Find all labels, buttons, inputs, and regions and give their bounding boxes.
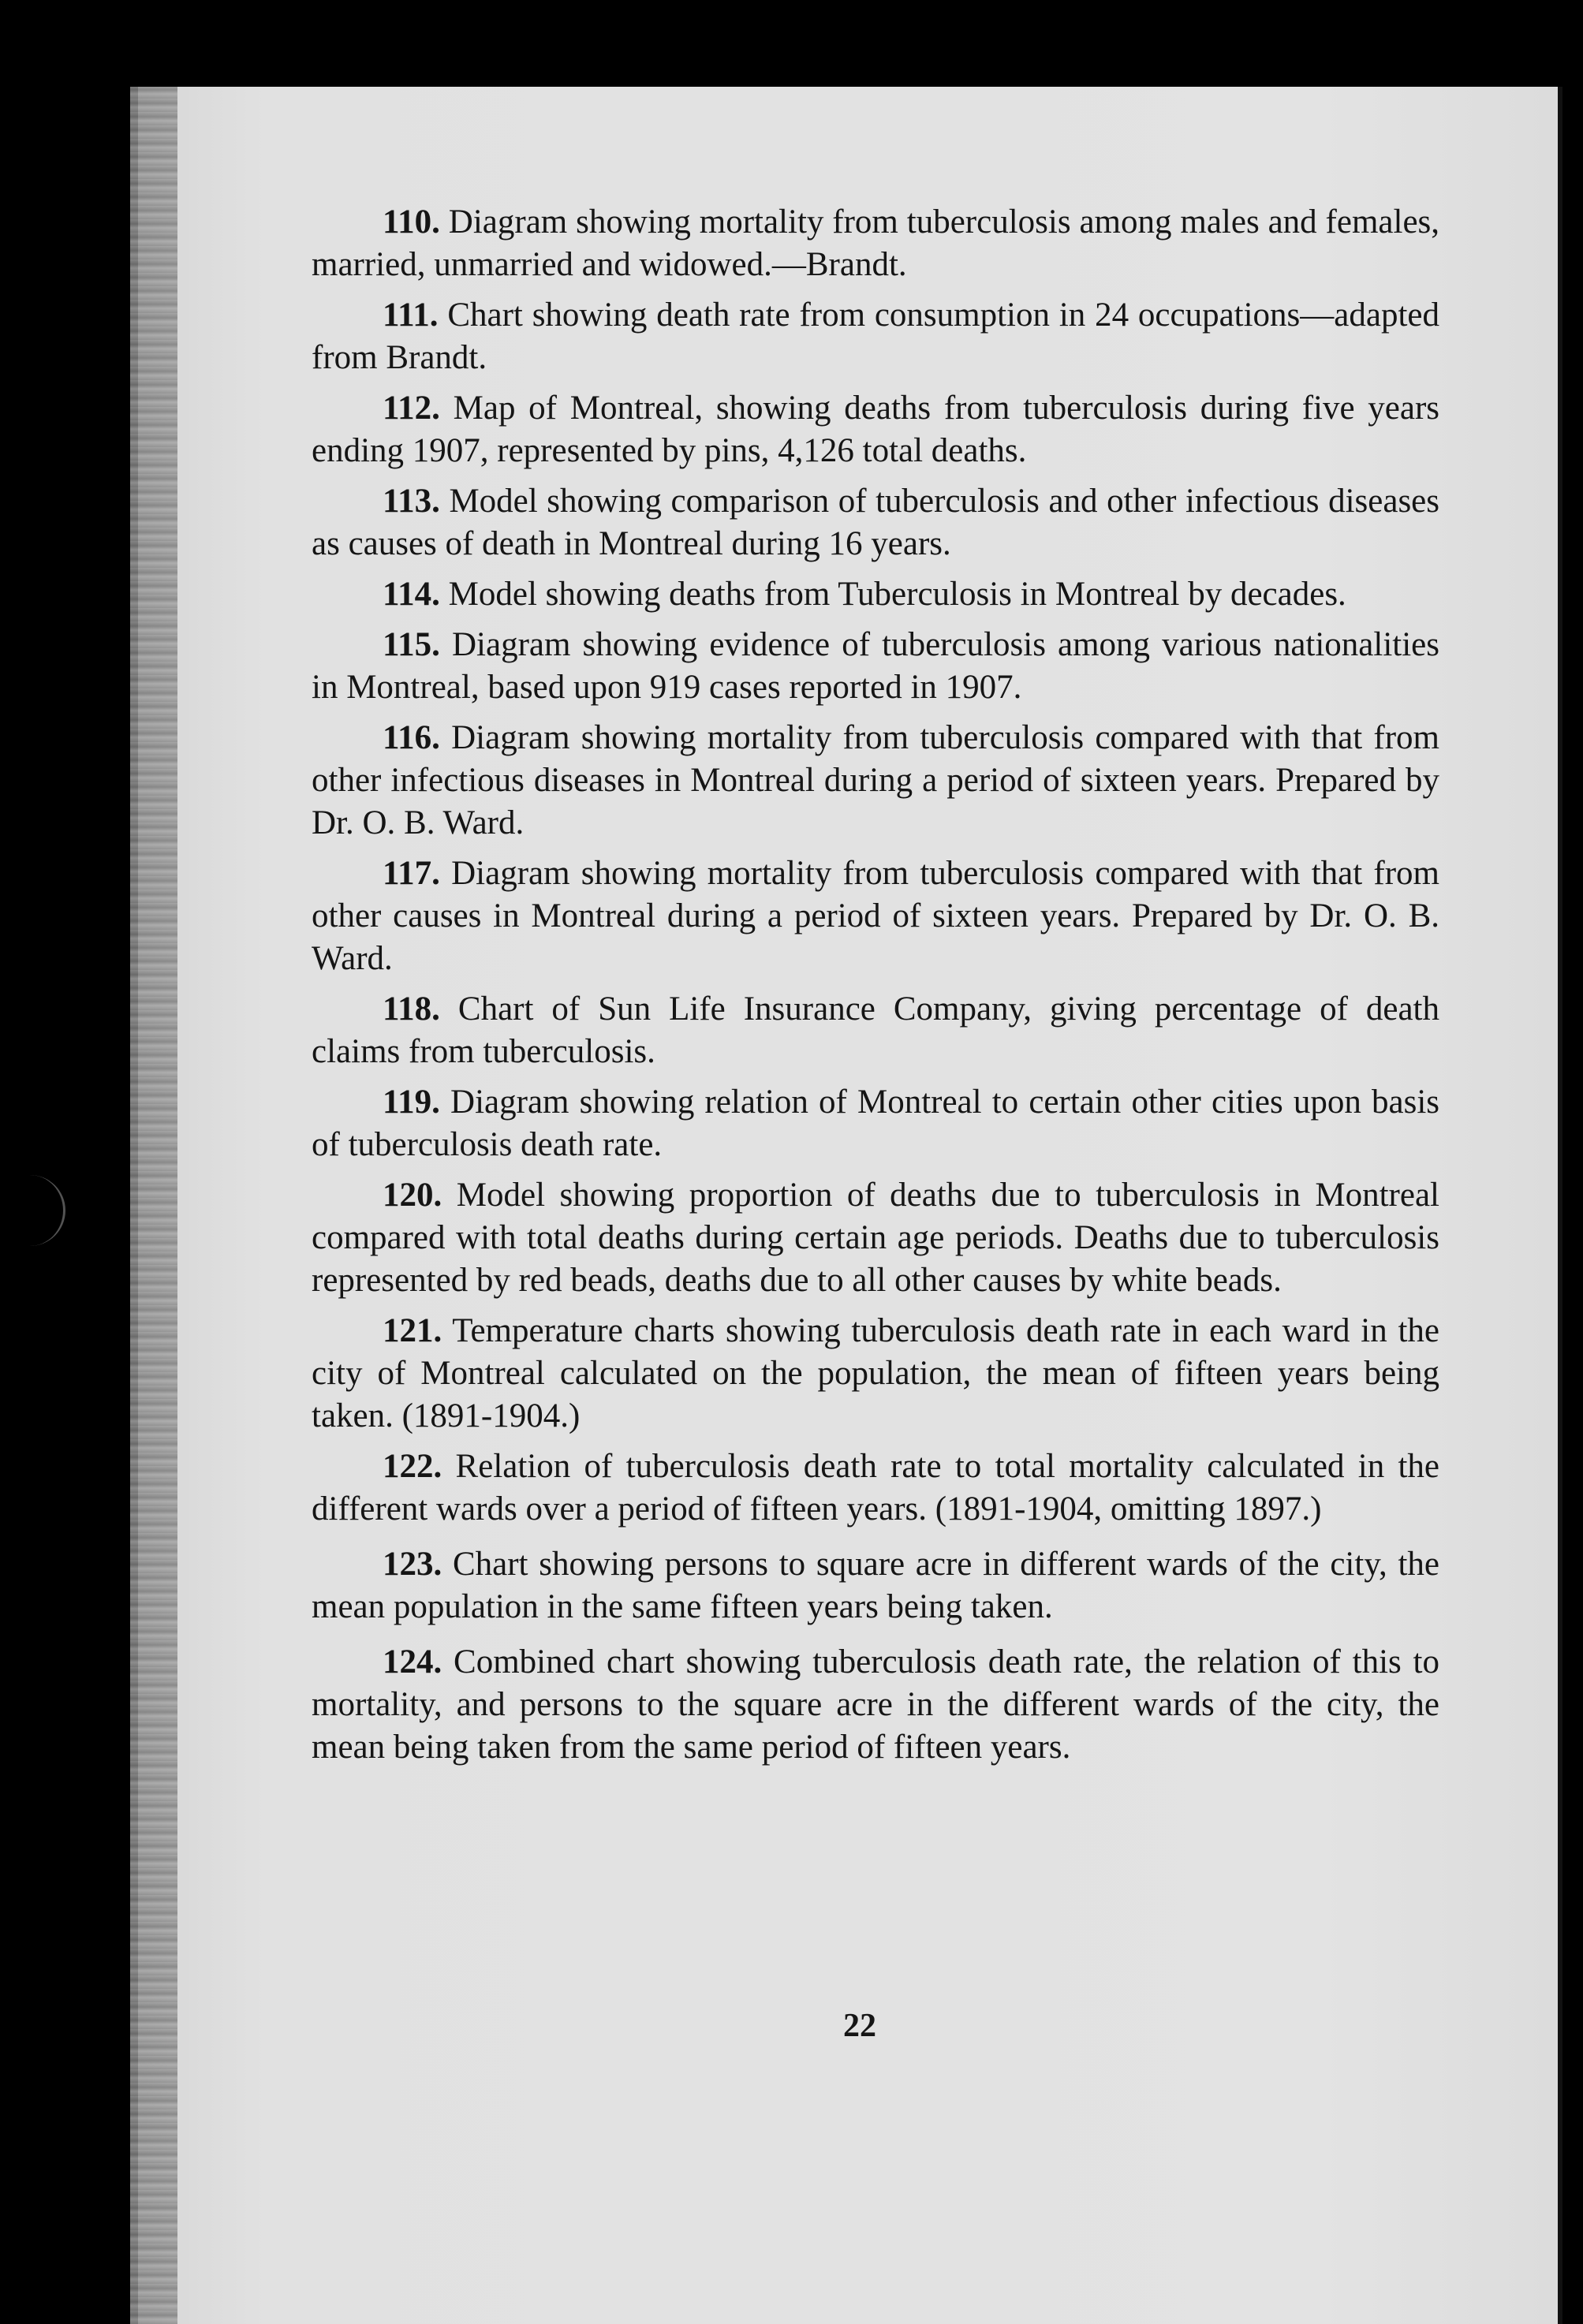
entry-number: 117. — [383, 855, 440, 892]
entry-number: 119. — [383, 1084, 440, 1121]
entry-text: Model showing deaths from Tuberculosis in Montreal by decades. — [448, 576, 1346, 613]
entry-number: 111. — [383, 297, 439, 334]
page-number: 22 — [843, 2008, 876, 2044]
entry-text: Map of Montreal, showing deaths from tuberculosis during five years ending 1907, represented by pins, 4,126 total deaths. — [312, 390, 1439, 469]
list-item — [312, 573, 1439, 616]
entry-text: Diagram showing evidence of tuberculosis among various nationalities in Montreal, based upon 919 cases reported in 1907. — [312, 626, 1439, 706]
entry-number: 123. — [383, 1546, 442, 1583]
entry-text: Chart showing death rate from consumption in 24 occupations—adapted from Brandt. — [312, 297, 1439, 376]
list-item — [312, 624, 1439, 709]
entry-number: 120. — [383, 1177, 442, 1214]
entry-number: 118. — [383, 990, 440, 1028]
entry-number: 114. — [383, 576, 440, 613]
list-item — [312, 1081, 1439, 1166]
list-item — [312, 387, 1439, 472]
page-gutter — [130, 87, 177, 2324]
list-item — [312, 201, 1439, 286]
entry-text: Model showing proportion of deaths due to tuberculosis in Montreal compared with total deaths during certain age periods. Deaths due to tuberculosis represented by red beads, deaths due to all other causes by white beads. — [312, 1177, 1439, 1299]
entry-text: Temperature charts showing tuberculosis death rate in each ward in the city of Montreal calculated on the population, the mean of fifteen years being taken. (1891-1904.) — [312, 1312, 1439, 1434]
entry-text: Diagram showing mortality from tuberculosis compared with that from other causes in Montreal during a period of sixteen years. Prepared by Dr. O. B. Ward. — [312, 855, 1440, 977]
entry-number: 115. — [383, 626, 440, 663]
entry-text: Diagram showing relation of Montreal to certain other cities upon basis of tuberculosis death rate. — [312, 1084, 1440, 1163]
list-item — [312, 717, 1439, 845]
list-item — [312, 480, 1439, 565]
list-item — [312, 294, 1439, 379]
list-item — [312, 1641, 1439, 1769]
list-item — [312, 1174, 1439, 1302]
entry-text: Chart showing persons to square acre in different wards of the city, the mean population in the same fifteen years being taken. — [312, 1546, 1440, 1625]
page-edge — [1558, 87, 1562, 2324]
entry-text: Relation of tuberculosis death rate to total mortality calculated in the different wards over a period of fifteen years. (1891-1904, omitting 1897.) — [312, 1448, 1440, 1528]
entry-number: 121. — [383, 1312, 442, 1349]
entry-text: Model showing comparison of tuberculosis and other infectious diseases as causes of death in Montreal during 16 years. — [312, 483, 1439, 562]
list-item — [312, 1310, 1439, 1438]
entry-number: 112. — [383, 390, 440, 427]
entry-text: Chart of Sun Life Insurance Company, giving percentage of death claims from tuberculosis. — [312, 990, 1439, 1070]
list-item — [312, 988, 1439, 1073]
entry-number: 122. — [383, 1448, 442, 1485]
entry-number: 113. — [383, 483, 440, 520]
entry-number: 124. — [383, 1643, 442, 1681]
list-item — [312, 852, 1439, 980]
entry-text: Combined chart showing tuberculosis death rate, the relation of this to mortality, and persons to the square acre in the different wards of the city, the mean being taken from the same period of fifteen years. — [312, 1643, 1439, 1766]
list-item — [312, 1446, 1439, 1531]
entry-number: 116. — [383, 719, 440, 756]
entry-number: 110. — [383, 203, 440, 241]
entry-text: Diagram showing mortality from tuberculosis compared with that from other infectious diseases in Montreal during a period of sixteen years. Prepared by Dr. O. B. Ward. — [312, 719, 1440, 841]
list-item — [312, 1543, 1439, 1628]
entry-list — [312, 201, 1439, 1777]
entry-text: Diagram showing mortality from tuberculosis among males and females, married, unmarried and widowed.—Brandt. — [312, 203, 1440, 283]
